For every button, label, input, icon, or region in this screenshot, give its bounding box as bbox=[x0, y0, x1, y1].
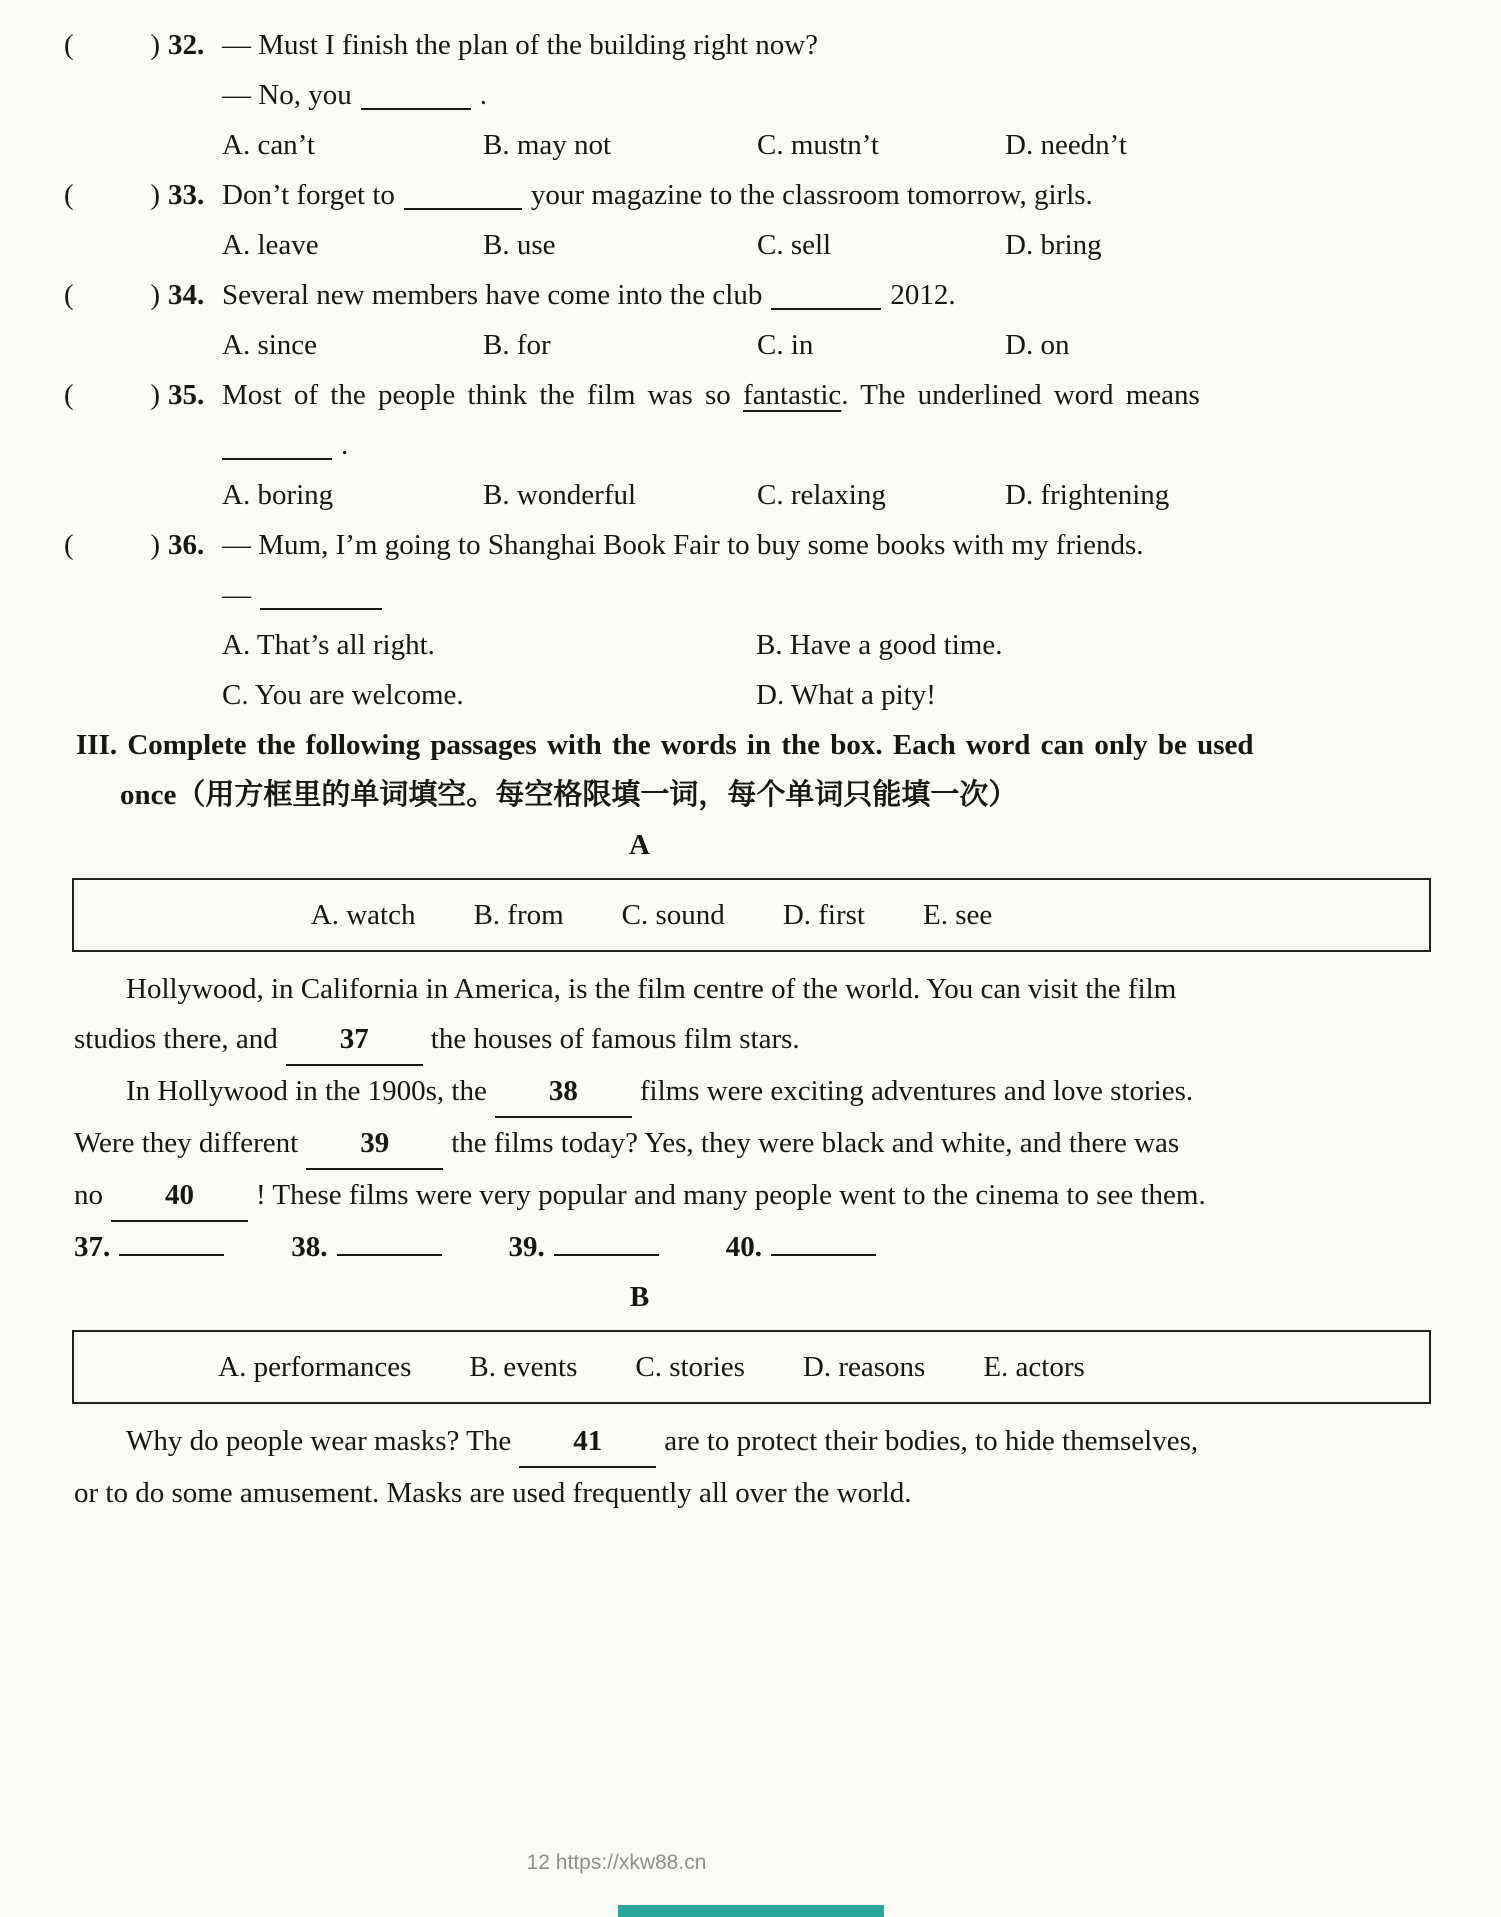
paren-open: ( bbox=[64, 279, 74, 311]
blank-number: 38 bbox=[548, 1075, 578, 1107]
answer-number: 40. bbox=[725, 1231, 762, 1263]
text-segment: In Hollywood in the 1900s, the bbox=[126, 1075, 487, 1107]
paren-close: ) bbox=[150, 179, 160, 211]
box-word-d: D. reasons bbox=[802, 1351, 926, 1383]
question-34 bbox=[64, 270, 1435, 370]
option-a: A. boring bbox=[222, 479, 334, 511]
answer-item-39 bbox=[509, 1222, 668, 1272]
question-stem: — Mum, I’m going to Shanghai Book Fair to buy some books with my friends. bbox=[222, 529, 1144, 561]
answer-blank bbox=[361, 80, 471, 110]
question-number: 32. bbox=[168, 29, 205, 61]
box-word-a: A. watch bbox=[310, 899, 416, 931]
numbered-blank-39 bbox=[306, 1118, 443, 1170]
section-3-heading-line2: once（用方框里的单词填空。每空格限填一词，每个单词只能填一次） bbox=[120, 779, 1018, 811]
paren-close: ) bbox=[150, 279, 160, 311]
option-a: A. That’s all right. bbox=[222, 629, 435, 661]
text-segment: studios there, and bbox=[74, 1023, 278, 1055]
question-number: 33. bbox=[168, 179, 205, 211]
options-row bbox=[64, 320, 1435, 370]
answer-number: 38. bbox=[291, 1231, 328, 1263]
stem-post: 2012. bbox=[890, 279, 956, 311]
question-stem bbox=[222, 370, 1435, 420]
option-c: C. relaxing bbox=[757, 479, 886, 511]
option-b: B. for bbox=[483, 329, 551, 361]
numbered-blank-40 bbox=[111, 1170, 248, 1222]
question-stem bbox=[222, 270, 1435, 320]
option-b: B. use bbox=[483, 229, 556, 261]
text-segment: films were exciting adventures and love stories. bbox=[639, 1075, 1194, 1107]
question-32 bbox=[64, 20, 1435, 170]
answer-blank bbox=[119, 1226, 224, 1256]
options-row bbox=[64, 470, 1435, 520]
question-number: 36. bbox=[168, 529, 205, 561]
answer-blank bbox=[771, 1226, 876, 1256]
question-33 bbox=[64, 170, 1435, 270]
passage-a-line2 bbox=[74, 1014, 1435, 1066]
text-segment: are to protect their bodies, to hide themselves, bbox=[664, 1425, 1199, 1457]
option-d: D. bring bbox=[1005, 229, 1102, 261]
answer-blank bbox=[554, 1226, 659, 1256]
passage-b-line1 bbox=[74, 1416, 1435, 1468]
option-d: D. needn’t bbox=[1005, 129, 1127, 161]
option-a: A. since bbox=[222, 329, 318, 361]
passage-a bbox=[64, 964, 1435, 1222]
box-word-e: E. see bbox=[922, 899, 993, 931]
answer-item-38 bbox=[291, 1222, 450, 1272]
footer-text: 12 https://xkw88.cn bbox=[526, 1851, 707, 1874]
text-segment: ! These films were very popular and many people went to the cinema to see them. bbox=[256, 1179, 1206, 1211]
options-row bbox=[64, 120, 1435, 170]
answer-blank bbox=[260, 580, 382, 610]
reply-text: — No, you bbox=[222, 79, 352, 111]
bottom-teal-bar bbox=[618, 1905, 884, 1917]
stem-pre: Don’t forget to bbox=[222, 179, 395, 211]
passage-a-line4 bbox=[74, 1118, 1435, 1170]
box-word-b: B. events bbox=[469, 1351, 578, 1383]
blank-number: 39 bbox=[360, 1127, 390, 1159]
blank-number: 40 bbox=[165, 1179, 194, 1211]
option-a: A. leave bbox=[222, 229, 319, 261]
box-word-c: C. stories bbox=[635, 1351, 745, 1383]
question-36 bbox=[64, 520, 1435, 720]
passage-b-line2: or to do some amusement. Masks are used frequently all over the world. bbox=[74, 1477, 912, 1509]
word-box-b bbox=[72, 1330, 1431, 1404]
answer-blank bbox=[404, 180, 522, 210]
passage-a-line1: Hollywood, in California in America, is the film centre of the world. You can visit the film bbox=[126, 973, 1177, 1005]
passage-a-line5 bbox=[74, 1170, 1435, 1222]
option-d: D. on bbox=[1005, 329, 1070, 361]
box-word-a: A. performances bbox=[218, 1351, 412, 1383]
answer-blank bbox=[337, 1226, 442, 1256]
options-row-1 bbox=[64, 620, 1435, 670]
answer-parens bbox=[64, 20, 160, 70]
section-3-heading-line1: III. Complete the following passages with the words in the box. Each word can only be used bbox=[76, 729, 1254, 761]
text-segment: no bbox=[74, 1179, 103, 1211]
box-word-b: B. from bbox=[473, 899, 564, 931]
option-b: B. may not bbox=[483, 129, 612, 161]
option-c: C. in bbox=[757, 329, 814, 361]
answer-blank bbox=[771, 280, 881, 310]
options-row bbox=[64, 220, 1435, 270]
numbered-blank-41 bbox=[519, 1416, 656, 1468]
text-segment: Why do people wear masks? The bbox=[126, 1425, 512, 1457]
answer-number: 37. bbox=[74, 1231, 111, 1263]
part-b-label: B bbox=[629, 1281, 650, 1313]
option-c: C. mustn’t bbox=[757, 129, 879, 161]
option-b: B. wonderful bbox=[483, 479, 637, 511]
paren-close: ) bbox=[150, 529, 160, 561]
paren-open: ( bbox=[64, 529, 74, 561]
option-a: A. can’t bbox=[222, 129, 315, 161]
paren-open: ( bbox=[64, 379, 74, 411]
answer-item-40 bbox=[726, 1222, 885, 1272]
option-c: C. sell bbox=[757, 229, 832, 261]
box-word-c: C. sound bbox=[621, 899, 725, 931]
answer-parens bbox=[64, 170, 160, 220]
blank-number: 41 bbox=[573, 1425, 603, 1457]
blank-number: 37 bbox=[339, 1023, 369, 1055]
answer-parens bbox=[64, 370, 160, 420]
passage-a-line3 bbox=[74, 1066, 1435, 1118]
paren-close: ) bbox=[150, 379, 160, 411]
text-segment: the houses of famous film stars. bbox=[430, 1023, 800, 1055]
option-d: D. frightening bbox=[1005, 479, 1170, 511]
numbered-blank-37 bbox=[286, 1014, 423, 1066]
box-word-d: D. first bbox=[782, 899, 865, 931]
answer-number: 39. bbox=[508, 1231, 545, 1263]
option-d: D. What a pity! bbox=[756, 679, 936, 711]
text-segment: Were they different bbox=[74, 1127, 299, 1159]
passage-b bbox=[64, 1416, 1435, 1518]
stem-period: . bbox=[341, 429, 349, 461]
question-number: 35. bbox=[168, 379, 205, 411]
box-word-e: E. actors bbox=[983, 1351, 1085, 1383]
reply-line bbox=[64, 570, 1435, 620]
reply-period: . bbox=[479, 79, 487, 111]
stem-pre: Several new members have come into the club bbox=[222, 279, 763, 311]
option-b: B. Have a good time. bbox=[756, 629, 1003, 661]
stem-pre: Most of the people think the film was so bbox=[222, 379, 731, 411]
options-row-2 bbox=[64, 670, 1435, 720]
question-number: 34. bbox=[168, 279, 205, 311]
reply-line bbox=[64, 70, 1435, 120]
question-35 bbox=[64, 370, 1435, 520]
text-segment: the films today? Yes, they were black and white, and there was bbox=[451, 1127, 1180, 1159]
paren-close: ) bbox=[150, 29, 160, 61]
part-a-label: A bbox=[629, 829, 650, 861]
answer-parens bbox=[64, 520, 160, 570]
word-box-a bbox=[72, 878, 1431, 952]
stem-continuation bbox=[64, 420, 1435, 470]
numbered-blank-38 bbox=[495, 1066, 632, 1118]
paren-open: ( bbox=[64, 179, 74, 211]
answer-item-37 bbox=[74, 1222, 233, 1272]
paren-open: ( bbox=[64, 29, 74, 61]
section-3-heading bbox=[64, 720, 1435, 820]
question-stem: — Must I finish the plan of the building right now? bbox=[222, 29, 819, 61]
question-stem bbox=[222, 170, 1435, 220]
answer-blank bbox=[222, 430, 332, 460]
underlined-word: fantastic bbox=[743, 379, 842, 411]
reply-dash: — bbox=[222, 579, 251, 611]
stem-mid: . The underlined word means bbox=[841, 379, 1200, 411]
option-c: C. You are welcome. bbox=[222, 679, 464, 711]
page-footer bbox=[0, 1851, 1501, 1875]
answer-parens bbox=[64, 270, 160, 320]
answer-blanks-row bbox=[64, 1222, 1435, 1272]
stem-post: your magazine to the classroom tomorrow, girls. bbox=[530, 179, 1093, 211]
